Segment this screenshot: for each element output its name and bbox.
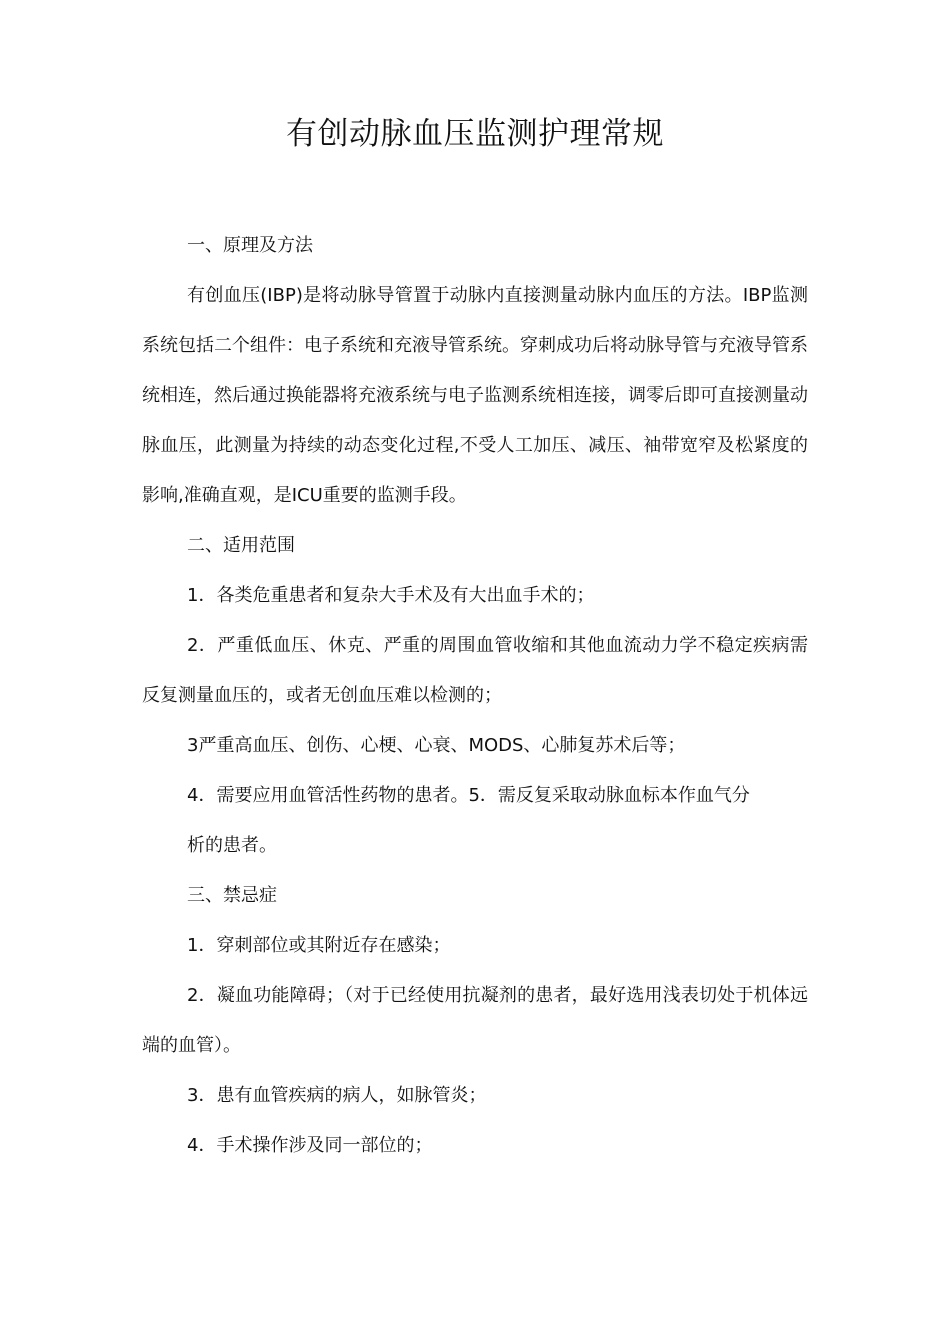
list-item-contraindication-2: 2．凝血功能障碍；（对于已经使用抗凝剂的患者，最好选用浅表切处于机体远端的血管）。 <box>142 985 808 1056</box>
list-item-scope-2: 2．严重低血压、休克、严重的周围血管收缩和其他血流动力学不稳定疾病需反复测量血压的，或者无创血压难以检测的； <box>142 635 808 706</box>
section-heading-contraindications: 三、禁忌症 <box>187 885 277 906</box>
list-item-scope-1: 1．各类危重患者和复杂大手术及有大出血手术的； <box>187 585 595 606</box>
list-item-contraindication-3: 3．患有血管疾病的病人，如脉管炎； <box>187 1085 487 1106</box>
list-item-contraindication-1: 1．穿刺部位或其附近存在感染； <box>187 935 451 956</box>
list-item-scope-5-continued: 析的患者。 <box>187 835 277 856</box>
document-body <box>142 221 808 1171</box>
section-heading-principle: 一、原理及方法 <box>187 235 313 256</box>
list-item-scope-3: 3严重高血压、创伤、心梗、心衰、MODS、心肺复苏术后等； <box>187 735 686 756</box>
list-item-scope-4-5: 4．需要应用血管活性药物的患者。5．需反复采取动脉血标本作血气分 <box>187 785 750 806</box>
section-heading-scope: 二、适用范围 <box>187 535 295 556</box>
paragraph-principle-body: 有创血压(IBP)是将动脉导管置于动脉内直接测量动脉内血压的方法。IBP监测系统包括二个组件：电子系统和充液导管系统。穿刺成功后将动脉导管与充液导管系统相连，然后通过换能器将充液系统与电子监测系统相连接，调零后即可直接测量动脉血压，此测量为持续的动态变化过程,不受人工加压、减压、袖带宽窄及松紧度的影响,准确直观，是ICU重要的监测手段。 <box>142 285 808 506</box>
document-title: 有创动脉血压监测护理常规 <box>286 116 664 152</box>
list-item-contraindication-4: 4．手术操作涉及同一部位的； <box>187 1135 433 1156</box>
